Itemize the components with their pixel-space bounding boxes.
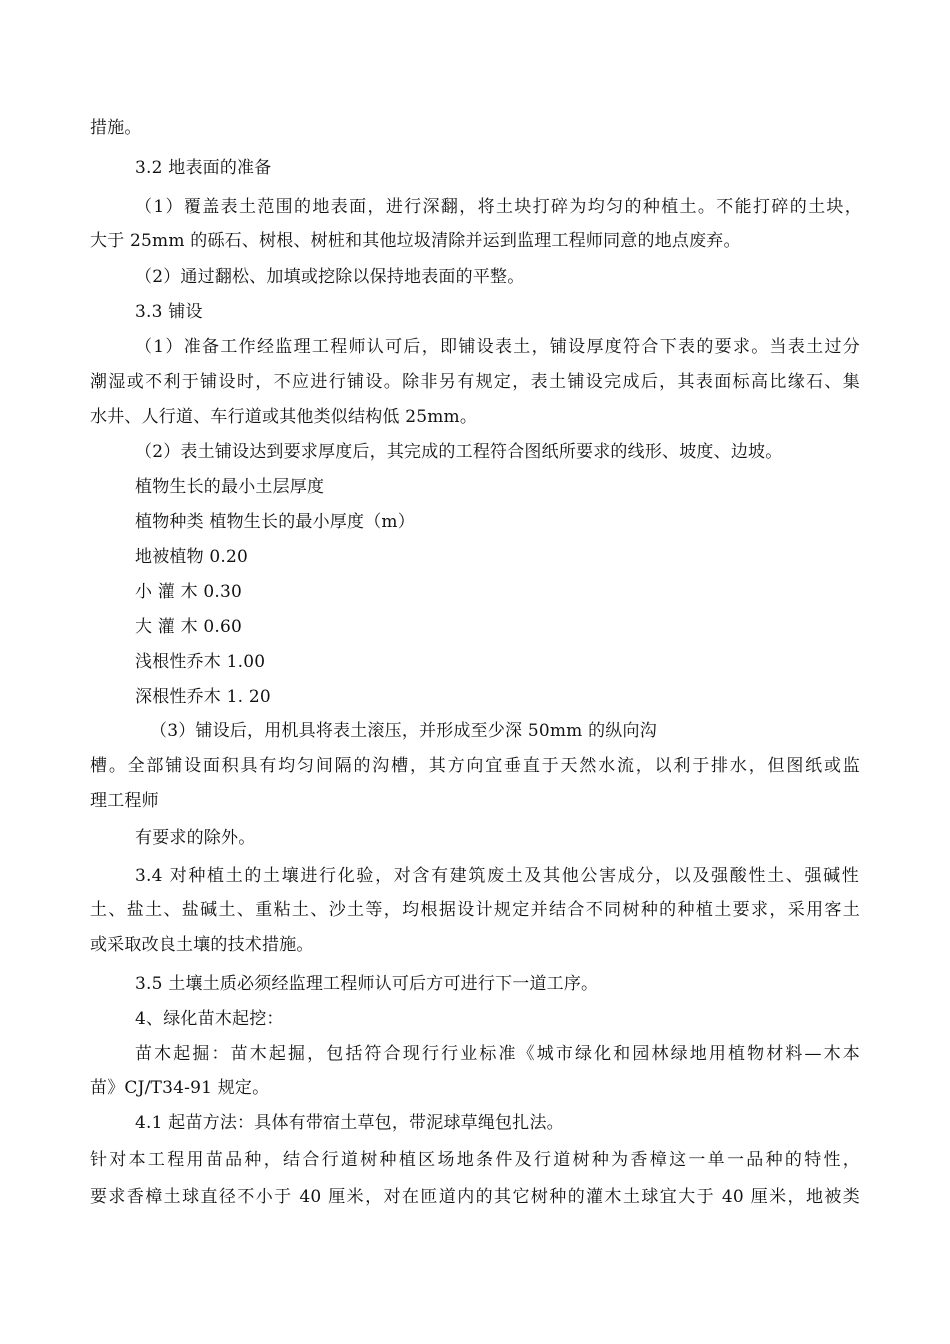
text-line: 大于 25mm 的砾石、树根、树桩和其他垃圾清除并运到监理工程师同意的地点废弃。: [90, 231, 741, 251]
table-title: 植物生长的最小土层厚度: [135, 477, 325, 497]
table-row: 地被植物 0.20: [135, 547, 249, 567]
text-line: 针对本工程用苗品种，结合行道树种植区场地条件及行道树种为香樟这一单一品种的特性，: [90, 1150, 860, 1170]
text-line: 苗木起掘：苗木起掘，包括符合现行行业标准《城市绿化和园林绿地用植物材料—木本: [135, 1044, 860, 1064]
text-line: 3.4 对种植土的土壤进行化验，对含有建筑废土及其他公害成分，以及强酸性土、强碱性: [135, 866, 859, 886]
text-line: 水井、人行道、车行道或其他类似结构低 25mm。: [90, 407, 478, 427]
text-line: 潮湿或不利于铺设时，不应进行铺设。除非另有规定，表土铺设完成后，其表面标高比缘石、集: [90, 372, 860, 392]
table-row: 深根性乔木 1. 20: [135, 687, 271, 707]
text-line: 苗》CJ/T34-91 规定。: [90, 1078, 270, 1098]
text-line: （2）表土铺设达到要求厚度后，其完成的工程符合图纸所要求的线形、坡度、边坡。: [135, 442, 783, 462]
text-line: （2）通过翻松、加填或挖除以保持地表面的平整。: [135, 267, 525, 287]
section-heading: 3.3 铺设: [135, 302, 203, 322]
text-line: 槽。全部铺设面积具有均匀间隔的沟槽，其方向宜垂直于天然水流，以利于排水，但图纸或监: [90, 756, 860, 776]
table-row: 小 灌 木 0.30: [135, 582, 243, 602]
section-heading: 3.2 地表面的准备: [135, 158, 272, 178]
text-line: 有要求的除外。: [135, 828, 256, 848]
text-line: （3）铺设后，用机具将表土滚压，并形成至少深 50mm 的纵向沟: [150, 721, 657, 741]
text-line: 土、盐土、盐碱土、重粘土、沙土等，均根据设计规定并结合不同树种的种植土要求，采用客土: [90, 900, 860, 920]
section-heading: 4、绿化苗木起挖：: [135, 1009, 284, 1029]
text-line: （1）覆盖表土范围的地表面，进行深翻，将土块打碎为均匀的种植土。不能打碎的土块，: [135, 197, 862, 217]
text-line: （1）准备工作经监理工程师认可后，即铺设表土，铺设厚度符合下表的要求。当表土过分: [135, 337, 860, 357]
text-line: 要求香樟土球直径不小于 40 厘米，对在匝道内的其它树种的灌木土球宜大于 40 厘米，地被类: [90, 1187, 860, 1207]
table-row: 浅根性乔木 1.00: [135, 652, 266, 672]
text-line: 或采取改良土壤的技术措施。: [90, 935, 314, 955]
text-line: 措施。: [90, 118, 142, 138]
text-line: 4.1 起苗方法：具体有带宿土草包，带泥球草绳包扎法。: [135, 1113, 564, 1133]
table-row: 大 灌 木 0.60: [135, 617, 243, 637]
text-line: 3.5 土壤土质必须经监理工程师认可后方可进行下一道工序。: [135, 974, 599, 994]
table-header: 植物种类 植物生长的最小厚度（m）: [135, 512, 415, 532]
text-line: 理工程师: [90, 791, 159, 811]
